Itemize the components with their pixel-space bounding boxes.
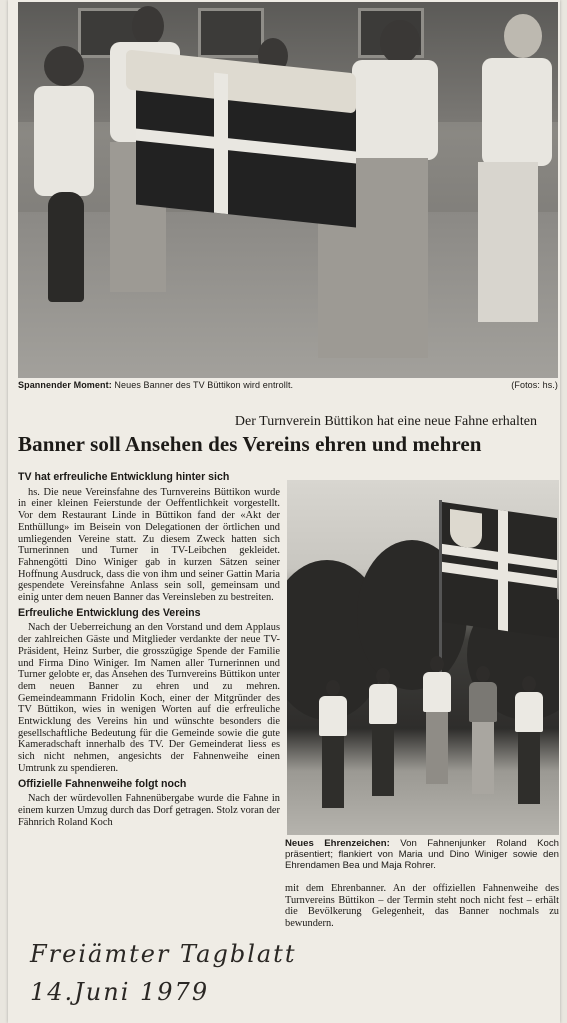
person-head <box>504 14 542 58</box>
photo-credit: (Fotos: hs.) <box>511 380 558 390</box>
handwritten-date: 14.Juni 1979 <box>30 978 210 1006</box>
person-head <box>380 20 420 64</box>
person-shirt <box>482 58 552 166</box>
section-text: Nach der Ueberreichung an den Vorstand und dem Applaus der zahlreichen Gäste und Mitglieder verdankte der neue TV-Präsident, Heinz Surber, die grosszügige Spende der Familie und Firma Dino Winiger. Im Namen aller Turnerinnen und Turner gelobte er, das Ansehen des Turnvereins Büttikon unter dem neuen Banner zu ehren und zu mehren. Gemeindeammann Fridolin Koch, einer der Mitgründer des TV Büttikon, wies in wenigen Worten auf die erfreuliche Entwicklung des Vereins hin und wünschte besonders die gesellschaftliche Bedeutung für die Gemeinde sowie die gute Kameradschaft innerhalb des TV. Der Gemeinderat liess es sich nicht nehmen, angesichts der Fahnenweihe einen Umtrunk zu spendieren. <box>18 622 280 774</box>
window <box>198 8 264 58</box>
guest-figure <box>421 656 453 796</box>
caption-bold: Spannender Moment: <box>18 380 112 390</box>
section-heading: TV hat erfreuliche Entwicklung hinter sich <box>18 471 230 483</box>
ground <box>18 212 558 378</box>
top-photo <box>18 2 558 378</box>
guest-figure <box>513 676 545 806</box>
guest-figure <box>367 668 399 798</box>
person-legs <box>478 162 538 322</box>
caption-text: Von Fahnenjunker Roland Koch präsentiert; flankiert von Maria und Dino Winiger sowie den Ehrendamen Bea und Maja Rohrer. <box>285 838 559 872</box>
banner-flag <box>442 502 557 638</box>
handwritten-source: Freiämter Tagblatt <box>30 940 297 968</box>
article-headline: Banner soll Ansehen des Vereins ehren und mehren <box>18 432 482 456</box>
right-photo <box>287 480 559 835</box>
section-text: hs. Die neue Vereinsfahne des Turnvereins Büttikon wurde in einer kleinen Feierstunde der Oeffentlichkeit vorgestellt. Vor dem Restaurant Linde in Büttikon fand der «Akt der Enthüllung» im Beisein von Delegationen der örtlichen und umliegenden Vereine statt. Zu diesem Zweck hatten sich Turnerinnen und Turner in TV-Leibchen gekleidet. Fahnengötti Dino Winiger gab in kurzen Sätzen seiner Hoffnung Ausdruck, dass die von ihm und seiner Gattin Maria gespendete Vereinsfahne Anlass sein soll, gemeinsam und einig unter dem neuen Banner das Vereinsleben zu bestreiten. <box>18 486 280 604</box>
section-heading: Erfreuliche Entwicklung des Vereins <box>18 606 201 619</box>
article-continuation: mit dem Ehrenbanner. An der offiziellen Fahnenweihe des Turnvereins Büttikon – der Termin steht noch nicht fest – erhält die Bevölkerung Gelegenheit, das Banner nochmals zu bewundern. <box>285 883 559 930</box>
person-head <box>44 46 84 86</box>
person-legs <box>48 192 84 302</box>
banner-flag <box>136 64 356 227</box>
person-head <box>132 6 164 46</box>
article-body-left <box>18 472 280 828</box>
person-shirt <box>34 86 94 196</box>
caption-text: Neues Banner des TV Büttikon wird entrollt. <box>114 380 294 390</box>
guest-figure <box>467 666 499 796</box>
top-photo-caption <box>18 380 558 390</box>
person-shirt <box>352 60 438 160</box>
right-photo-caption <box>285 838 559 872</box>
caption-bold: Neues Ehrenzeichen: <box>285 838 390 849</box>
section-heading: Offizielle Fahnenweihe folgt noch <box>18 777 187 790</box>
guest-figure <box>317 680 349 810</box>
article-kicker: Der Turnverein Büttikon hat eine neue Fahne erhalten <box>234 414 537 429</box>
section-text: Nach der würdevollen Fahnenübergabe wurde die Fahne in einem kurzen Umzug durch das Dorf getragen. Stolz voran der Fähnrich Roland Koch <box>18 793 280 828</box>
